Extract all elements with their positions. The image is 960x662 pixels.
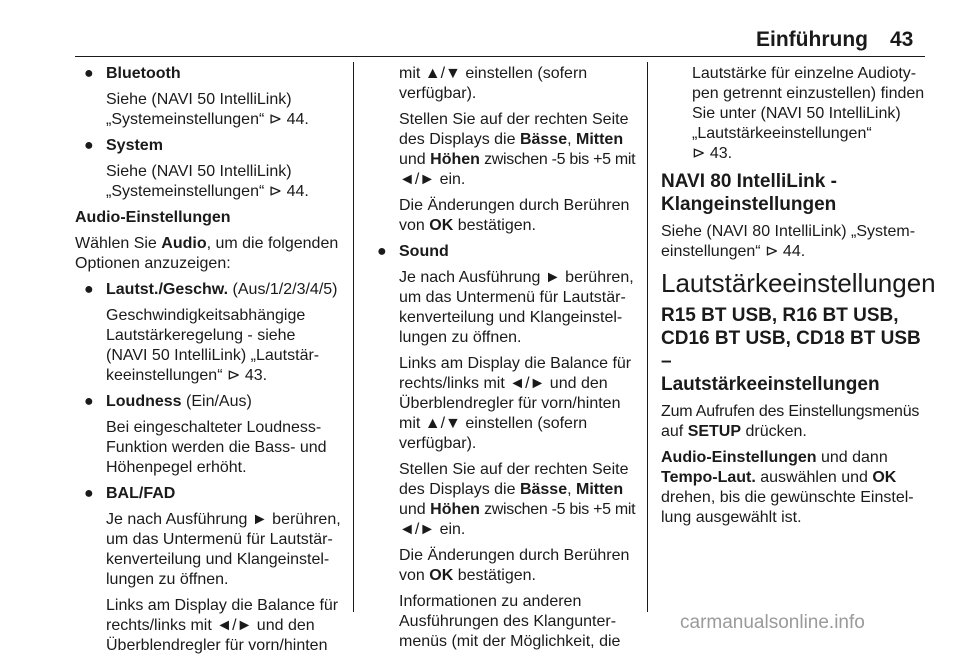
column-divider-2	[647, 62, 648, 612]
column-1	[75, 64, 347, 662]
bullet: ●	[377, 243, 387, 260]
column-divider-1	[353, 62, 354, 612]
list-item-system: ● System Siehe (NAVI 50 IntelliLink) „Systemeinstellungen“ ⊳ 44.	[84, 137, 309, 200]
section-heading-audio: Audio-Einstellungen	[75, 209, 231, 226]
section-title-lautstaerke: Lautstärkeeinstellungen	[661, 268, 936, 298]
subsection-heading-r15: R15 BT USB, R16 BT USB, CD16 BT USB, CD18 BT USB – Lautstärkeeinstellungen	[661, 305, 921, 395]
bullet: ●	[84, 65, 94, 82]
header-divider	[75, 56, 925, 57]
bullet: ●	[84, 393, 94, 410]
paragraph: Lautstärke für einzelne Audioty- pen getrennt einzustellen) finden Sie unter (NAVI 50 IntelliLink) „Lautstärkeeinstellungen“ ⊳ 43.	[692, 65, 925, 162]
page-title: Einführung	[756, 28, 868, 51]
paragraph: Siehe (NAVI 80 IntelliLink) „System- einstellungen“ ⊳ 44.	[661, 223, 916, 260]
list-item-lautst: ● Lautst./Geschw. (Aus/1/2/3/4/5) Geschwindigkeitsabhängige Lautstärkeregelung - siehe (NAVI 50 IntelliLink) „Lautstär- keeinstellungen“ ⊳ 43.	[84, 281, 338, 384]
section-heading-navi80: NAVI 80 IntelliLink - Klangeinstellungen	[661, 171, 837, 215]
bullet: ●	[84, 485, 94, 502]
page-number: 43	[890, 28, 914, 51]
watermark: carmanualsonline.info	[680, 612, 865, 633]
paragraph: Die Änderungen durch Berühren von OK bestätigen.	[399, 197, 630, 234]
column-2	[368, 64, 643, 658]
column-3	[661, 64, 936, 534]
paragraph: Zum Aufrufen des Einstellungsmenüs auf SETUP drücken.	[661, 403, 920, 440]
list-item-sound: ● Sound Je nach Ausführung ► berühren, um das Untermenü für Lautstär- kenverteilung und Klangeinstel- lungen zu öffnen. Links am Display die Balance für rechts/links mit ◄/► und den Überblendregler für vorn/hinten mit ▲/▼ einstellen (sofern verfügbar). Stellen Sie auf der rechten Seite des Displays die Bässe, Mitten und Höhen zwischen -5 bis +5 mit ◄/► ein. Die Änderungen durch Berühren von OK bestätigen. Informationen zu anderen Ausführungen des Klangunter- menüs (mit der Möglichkeit, die	[377, 243, 636, 650]
bullet: ●	[84, 137, 94, 154]
bullet: ●	[84, 281, 94, 298]
paragraph: Audio-Einstellungen und dann Tempo-Laut. auswählen und OK drehen, bis die gewünschte Einstel- lung ausgewählt ist.	[661, 449, 914, 526]
paragraph: Stellen Sie auf der rechten Seite des Displays die Bässe, Mitten und Höhen zwischen -5 bis +5 mit ◄/► ein.	[399, 111, 636, 188]
list-item-bluetooth: ● Bluetooth Siehe (NAVI 50 IntelliLink) „Systemeinstellungen“ ⊳ 44.	[84, 65, 309, 128]
paragraph: mit ▲/▼ einstellen (sofern verfügbar).	[399, 65, 588, 102]
list-item-loudness: ● Loudness (Ein/Aus) Bei eingeschalteter Loudness- Funktion werden die Bass- und Höhenpegel erhöht.	[84, 393, 327, 476]
list-item-balfad: ● BAL/FAD Je nach Ausführung ► berühren, um das Untermenü für Lautstär- kenverteilung und Klangeinstel- lungen zu öffnen. Links am Display die Balance für rechts/links mit ◄/► und den Überblendregler für vorn/hinten	[84, 485, 341, 654]
audio-intro: Wählen Sie Audio, um die folgenden Optionen anzuzeigen:	[75, 235, 339, 272]
